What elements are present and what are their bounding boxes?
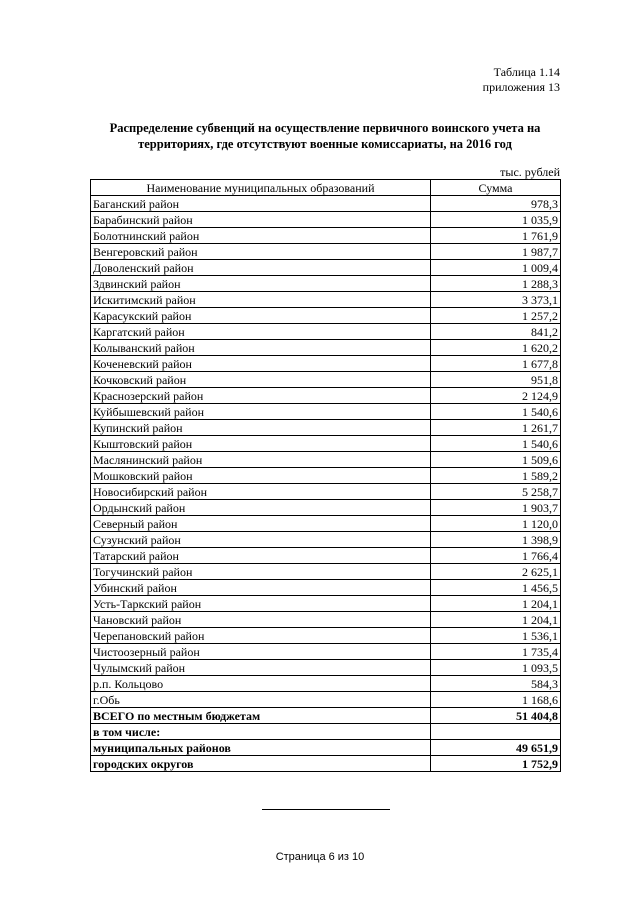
municipality-name: г.Обь (91, 692, 431, 708)
amount-value: 1 752,9 (431, 756, 561, 772)
amount-value: 1 540,6 (431, 404, 561, 420)
footnote-divider (262, 809, 390, 810)
amount-value: 1 204,1 (431, 596, 561, 612)
amount-value: 1 398,9 (431, 532, 561, 548)
table-row (91, 468, 561, 484)
table-row (91, 260, 561, 276)
amount-value (431, 724, 561, 740)
amount-value: 978,3 (431, 196, 561, 212)
municipality-name: Искитимский район (91, 292, 431, 308)
amount-value: 2 625,1 (431, 564, 561, 580)
municipality-name: Новосибирский район (91, 484, 431, 500)
table-row (91, 692, 561, 708)
amount-value: 1 987,7 (431, 244, 561, 260)
municipality-name: Краснозерский район (91, 388, 431, 404)
amount-value: 1 677,8 (431, 356, 561, 372)
municipality-name: Чановский район (91, 612, 431, 628)
table-row (91, 644, 561, 660)
page-number: Страница 6 из 10 (275, 851, 365, 863)
amount-value: 1 204,1 (431, 612, 561, 628)
amount-value: 1 261,7 (431, 420, 561, 436)
table-row (91, 628, 561, 644)
municipality-name: Куйбышевский район (91, 404, 431, 420)
table-row (91, 548, 561, 564)
amount-value: 1 120,0 (431, 516, 561, 532)
amount-value: 951,8 (431, 372, 561, 388)
municipality-name: Татарский район (91, 548, 431, 564)
amount-value: 1 589,2 (431, 468, 561, 484)
table-row (91, 308, 561, 324)
amount-value: 1 035,9 (431, 212, 561, 228)
table-row (91, 212, 561, 228)
table-row (91, 676, 561, 692)
table-row (91, 500, 561, 516)
amount-value: 5 258,7 (431, 484, 561, 500)
amount-value: 1 766,4 (431, 548, 561, 564)
table-row (91, 244, 561, 260)
municipality-name: Каргатский район (91, 324, 431, 340)
table-row (91, 324, 561, 340)
municipality-name: Доволенский район (91, 260, 431, 276)
municipality-name: Мошковский район (91, 468, 431, 484)
units-label: тыс. рублей (500, 165, 560, 179)
table-row (91, 612, 561, 628)
amount-value: 49 651,9 (431, 740, 561, 756)
table-row (91, 484, 561, 500)
amount-value: 1 761,9 (431, 228, 561, 244)
table-row (91, 388, 561, 404)
table-row (91, 516, 561, 532)
municipality-name: в том числе: (91, 724, 431, 740)
column-header-name: Наименование муниципальных образований (91, 180, 431, 196)
municipality-name: р.п. Кольцово (91, 676, 431, 692)
municipality-name: Болотнинский район (91, 228, 431, 244)
table-row (91, 356, 561, 372)
municipality-name: Усть-Таркский район (91, 596, 431, 612)
municipality-name: Черепановский район (91, 628, 431, 644)
amount-value: 1 509,6 (431, 452, 561, 468)
table-row (91, 420, 561, 436)
table-row (91, 564, 561, 580)
municipality-name: Коченевский район (91, 356, 431, 372)
table-row (91, 660, 561, 676)
table-row (91, 196, 561, 212)
municipality-name: Чистоозерный район (91, 644, 431, 660)
amount-value: 1 903,7 (431, 500, 561, 516)
municipality-name: Северный район (91, 516, 431, 532)
table-number-label: Таблица 1.14 (493, 65, 560, 79)
table-row (91, 404, 561, 420)
table-total-row (91, 708, 561, 724)
table-row (91, 580, 561, 596)
table-row (91, 228, 561, 244)
amount-value: 1 620,2 (431, 340, 561, 356)
municipality-name: Маслянинский район (91, 452, 431, 468)
table-total-row (91, 756, 561, 772)
municipality-name: Кочковский район (91, 372, 431, 388)
municipality-name: городских округов (91, 756, 431, 772)
municipality-name: Кыштовский район (91, 436, 431, 452)
table-header-row (91, 180, 561, 196)
table-row (91, 596, 561, 612)
amount-value: 841,2 (431, 324, 561, 340)
municipality-name: Баганский район (91, 196, 431, 212)
amount-value: 1 540,6 (431, 436, 561, 452)
municipality-name: Тогучинский район (91, 564, 431, 580)
amount-value: 1 257,2 (431, 308, 561, 324)
municipality-name: Здвинский район (91, 276, 431, 292)
table-row (91, 452, 561, 468)
amount-value: 584,3 (431, 676, 561, 692)
amount-value: 51 404,8 (431, 708, 561, 724)
municipality-name: Венгеровский район (91, 244, 431, 260)
municipality-name: Купинский район (91, 420, 431, 436)
amount-value: 1 093,5 (431, 660, 561, 676)
amount-value: 2 124,9 (431, 388, 561, 404)
municipality-name: Ордынский район (91, 500, 431, 516)
amount-value: 3 373,1 (431, 292, 561, 308)
table-total-row (91, 724, 561, 740)
amount-value: 1 735,4 (431, 644, 561, 660)
amount-value: 1 536,1 (431, 628, 561, 644)
table-row (91, 340, 561, 356)
municipality-name: Сузунский район (91, 532, 431, 548)
municipality-name: Чулымский район (91, 660, 431, 676)
amount-value: 1 009,4 (431, 260, 561, 276)
municipality-name: Убинский район (91, 580, 431, 596)
amount-value: 1 288,3 (431, 276, 561, 292)
table-row (91, 276, 561, 292)
table-row (91, 372, 561, 388)
table-row (91, 292, 561, 308)
column-header-amount: Сумма (431, 180, 561, 196)
appendix-label: приложения 13 (482, 80, 560, 94)
municipality-name: Колыванский район (91, 340, 431, 356)
municipality-name: Барабинский район (91, 212, 431, 228)
municipality-name: муниципальных районов (91, 740, 431, 756)
amount-value: 1 456,5 (431, 580, 561, 596)
table-row (91, 532, 561, 548)
document-title: Распределение субвенций на осуществление первичного воинского учета на территориях, где отсутствуют военные комиссариаты, на 2016 год (109, 121, 541, 151)
municipality-name: Карасукский район (91, 308, 431, 324)
table-total-row (91, 740, 561, 756)
subsidy-table (90, 179, 561, 772)
amount-value: 1 168,6 (431, 692, 561, 708)
table-row (91, 436, 561, 452)
municipality-name: ВСЕГО по местным бюджетам (91, 708, 431, 724)
